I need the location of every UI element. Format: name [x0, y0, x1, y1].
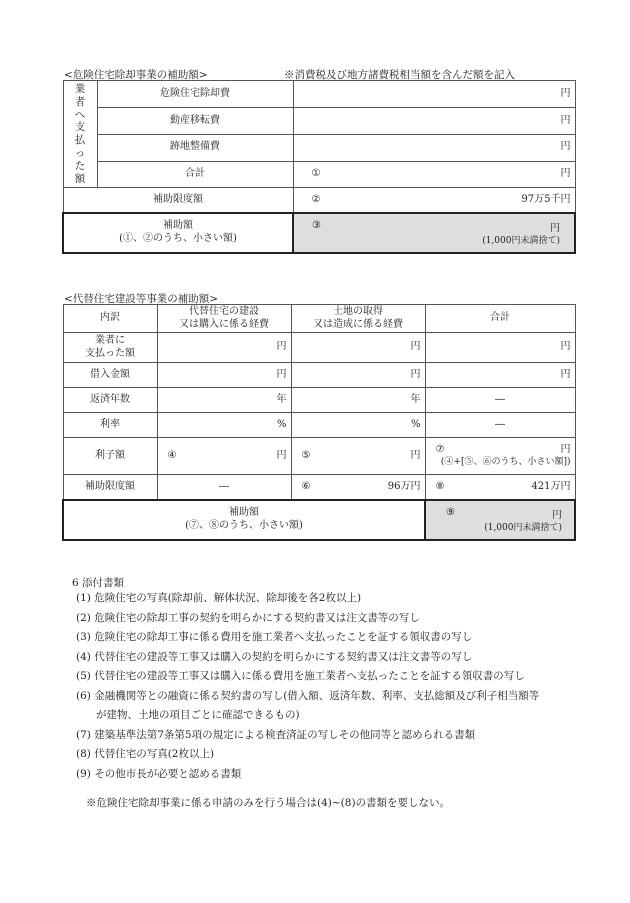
attachments-heading: 6 添付書類 — [72, 577, 125, 589]
rate-label: 利率 — [63, 413, 157, 438]
interest-label: 利子額 — [63, 438, 157, 475]
attachment-item: (6) 金融機関等との融資に係る契約書の写し(借入額、返済年数、利率、支払総額及び利子相当額等 — [76, 689, 540, 702]
total-header: 合計 — [425, 305, 575, 333]
interest-total-field[interactable] — [425, 438, 575, 475]
vertical-label — [64, 83, 97, 185]
tax-note: ※消費税及び地方諸費税相当額を含んだ額を記入 — [284, 69, 515, 81]
section2-caption: <代替住宅建設等事業の補助額> — [64, 293, 219, 305]
vertical-label-char: 者 — [74, 95, 86, 108]
total-field[interactable] — [293, 161, 575, 188]
attachment-item: (5) 代替住宅の建設等工事又は購入に係る費用を施工業者へ支払ったことを証する領収書の写し — [76, 670, 525, 682]
interest-note: (④+[⑤、⑥のうち、小さい額]) — [440, 456, 571, 467]
unit-yen: 円 — [560, 444, 571, 456]
attachment-item: (8) 代替住宅の写真(2枚以上) — [76, 748, 215, 760]
subsidy-desc: (①、②のうち、小さい額) — [119, 232, 237, 244]
demolition-cost-field[interactable] — [293, 81, 575, 108]
limit2-total-value — [425, 475, 575, 500]
unit-yen: 円 — [552, 509, 562, 521]
limit2-building-dash: ― — [157, 475, 291, 500]
vertical-label-char: 支 — [74, 121, 86, 134]
demolition-subsidy-table — [62, 80, 576, 254]
attachment-item-continued: が建物、土地の項目ごとに確認できるもの) — [96, 709, 300, 721]
years-label: 返済年数 — [63, 388, 157, 413]
section1-caption: <危険住宅除却事業の補助額> — [64, 69, 208, 81]
subsidy2-field[interactable] — [425, 500, 575, 540]
circled-number: ⑨ — [446, 506, 455, 518]
footnote: ※危険住宅除却事業に係る申請のみを行う場合は(4)~(8)の書類を要しない。 — [86, 797, 451, 809]
limit2-label: 補助限度額 — [63, 475, 157, 500]
attachments-list — [76, 589, 539, 784]
unit-yen: 円 — [560, 168, 571, 180]
circled-number: ④ — [167, 449, 177, 461]
circled-number: ⑥ — [301, 480, 311, 492]
interest-building-field[interactable] — [157, 438, 291, 475]
vertical-label-char: っ — [74, 146, 86, 159]
demolition-cost-label: 危険住宅除却費 — [97, 81, 293, 108]
loan-label: 借入金額 — [63, 363, 157, 388]
vertical-label-char: へ — [74, 108, 86, 121]
limit-label: 補助限度額 — [63, 188, 293, 213]
rate-building-field[interactable]: % — [157, 413, 291, 438]
unit-yen: 円 — [410, 449, 421, 461]
attachment-item: (3) 危険住宅の除却工事に係る費用を施工業者へ支払ったことを証する領収書の写し — [76, 631, 473, 643]
attachment-item: (9) その他市長が必要と認める書類 — [76, 767, 242, 780]
vertical-label-char: た — [74, 159, 86, 172]
rate-land-field[interactable]: % — [291, 413, 425, 438]
years-land-field[interactable]: 年 — [291, 388, 425, 413]
loan-total-field[interactable]: 円 — [425, 363, 575, 388]
loan-building-field[interactable]: 円 — [157, 363, 291, 388]
years-total-dash: ― — [425, 388, 575, 413]
vertical-label-char: 額 — [74, 172, 86, 185]
circled-number: ⑦ — [435, 444, 445, 456]
site-maintenance-label: 跡地整備費 — [97, 134, 293, 161]
rounding-note: (1,000円未満捨て) — [482, 235, 560, 246]
total-label: 合計 — [97, 161, 293, 188]
limit-amount: 97万5千円 — [521, 193, 571, 205]
limit-amount: 421万円 — [531, 480, 571, 492]
circled-number: ⑧ — [435, 480, 445, 492]
rate-total-dash: ― — [425, 413, 575, 438]
unit-yen: 円 — [560, 87, 571, 99]
item-header: 内訳 — [63, 305, 157, 333]
attachment-item: (2) 危険住宅の除却工事の契約を明らかにする契約書又は注文書等の写し — [76, 611, 420, 624]
attachment-item: (4) 代替住宅の建設等工事又は購入の契約を明らかにする契約書又は注文書等の写し — [76, 650, 473, 663]
paid-land-field[interactable]: 円 — [291, 333, 425, 363]
attachment-item: (1) 危険住宅の写真(除却前、解体状況、除却後を各2枚以上) — [76, 592, 362, 604]
subsidy-title: 補助額 — [163, 220, 193, 232]
limit-amount: 96万円 — [387, 480, 421, 492]
unit-yen: 円 — [276, 449, 287, 461]
circled-number: ① — [311, 168, 321, 180]
limit-value — [293, 188, 575, 213]
loan-land-field[interactable]: 円 — [291, 363, 425, 388]
site-maintenance-field[interactable] — [293, 134, 575, 161]
vertical-label-char: 業 — [74, 83, 86, 95]
building-cost-header: 代替住宅の建設 又は購入に係る経費 — [157, 305, 291, 333]
vertical-label-char: 払 — [74, 134, 86, 147]
land-cost-header: 土地の取得 又は造成に係る経費 — [291, 305, 425, 333]
subsidy2-label — [63, 500, 425, 540]
movable-transfer-field[interactable] — [293, 107, 575, 134]
paid-total-field[interactable]: 円 — [425, 333, 575, 363]
circled-number: ③ — [312, 219, 321, 231]
subsidy-label — [63, 213, 293, 253]
movable-transfer-label: 動産移転費 — [97, 107, 293, 134]
subsidy-desc: (⑦、⑧のうち、小さい額) — [185, 519, 303, 531]
limit2-land-value — [291, 475, 425, 500]
subsidy-field[interactable] — [293, 213, 575, 253]
attachment-item: (7) 建築基準法第7条第5項の規定による検査済証の写しその他同等と認められる書類 — [76, 728, 476, 741]
replacement-housing-table — [62, 304, 576, 541]
unit-yen: 円 — [550, 222, 560, 234]
rounding-note: (1,000円未満捨て) — [484, 522, 562, 533]
circled-number: ⑤ — [301, 449, 311, 461]
paid-label: 業者に 支払った額 — [63, 333, 157, 363]
paid-building-field[interactable]: 円 — [157, 333, 291, 363]
unit-yen: 円 — [560, 114, 571, 126]
years-building-field[interactable]: 年 — [157, 388, 291, 413]
unit-yen: 円 — [560, 141, 571, 153]
paid-to-contractor-label — [63, 81, 97, 188]
subsidy-title: 補助額 — [229, 507, 259, 518]
circled-number: ② — [311, 193, 321, 205]
interest-land-field[interactable] — [291, 438, 425, 475]
